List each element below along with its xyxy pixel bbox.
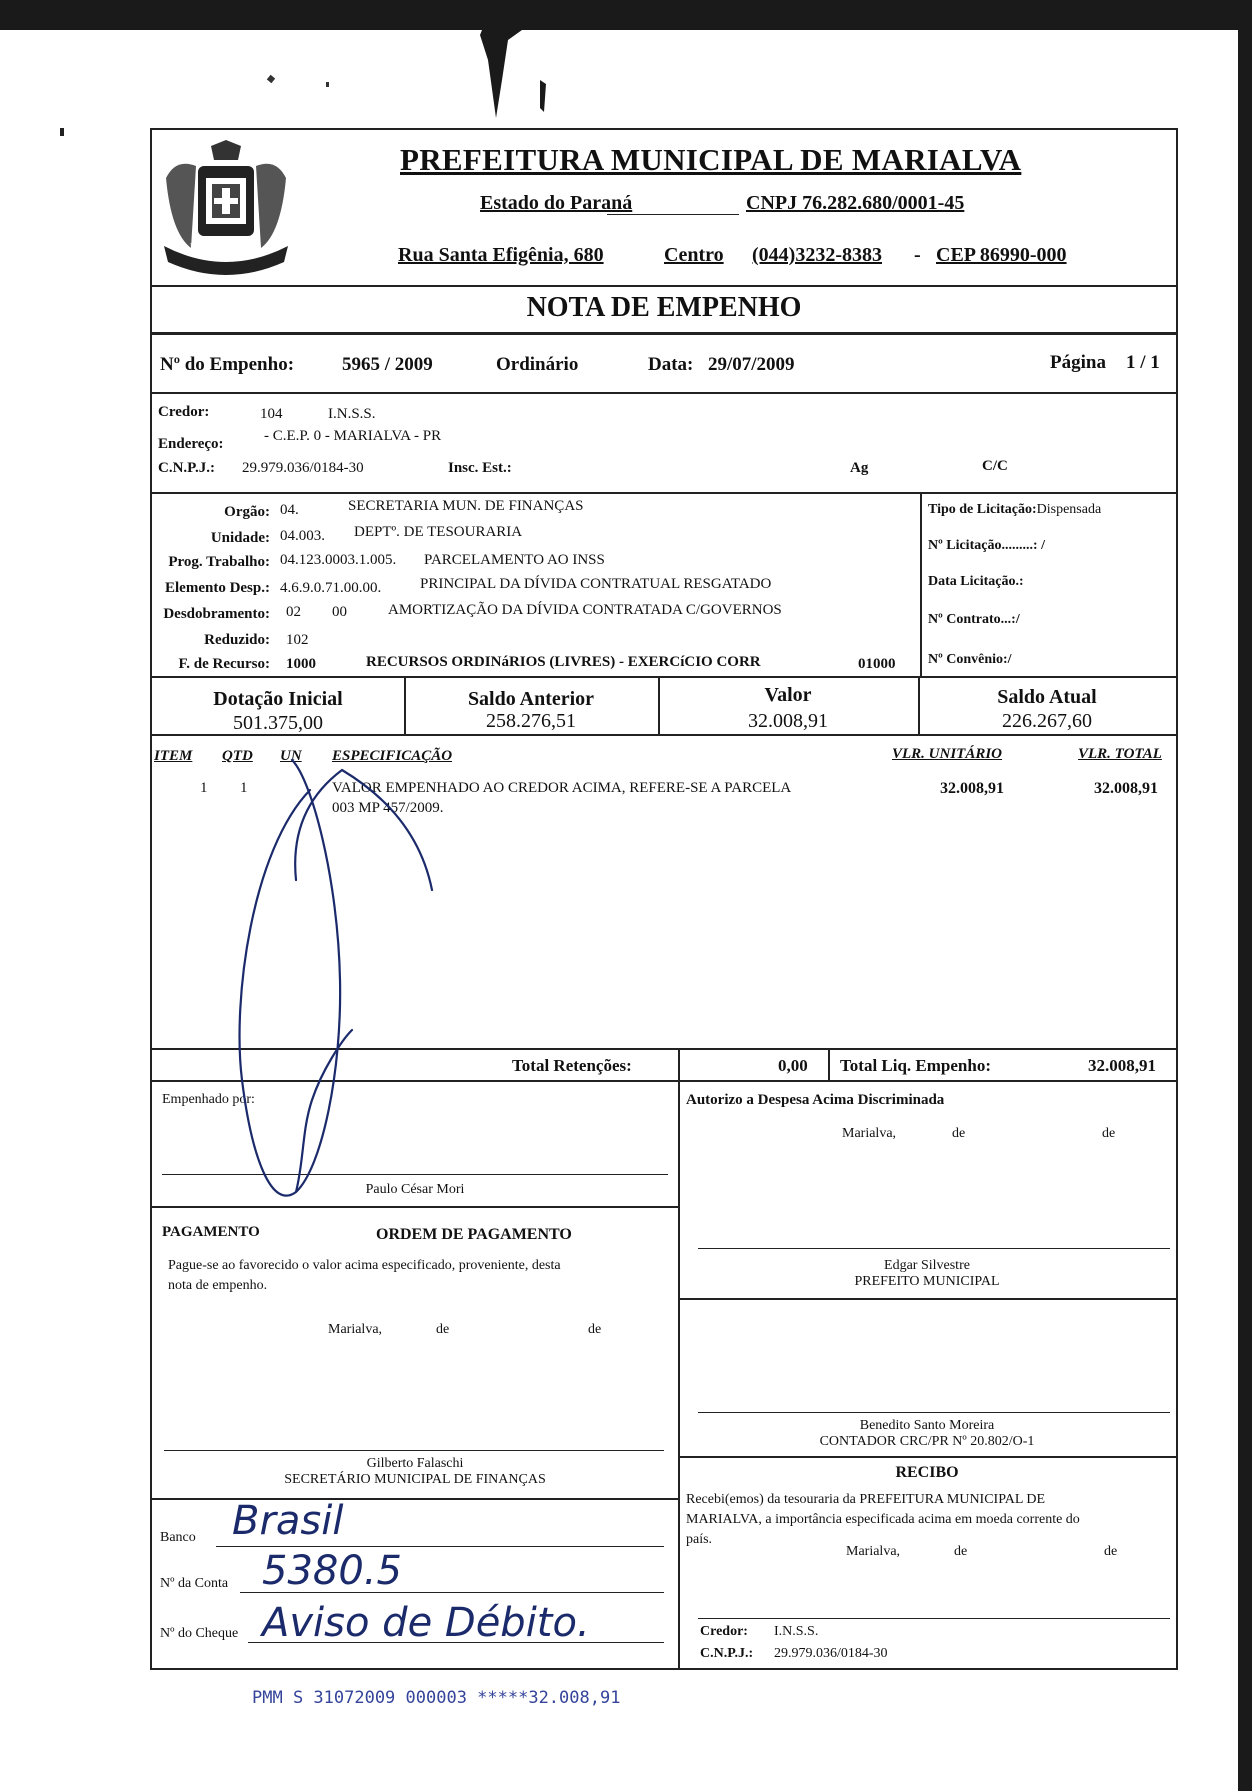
recurso-nome: RECURSOS ORDINáRIOS (LIVRES) - EXERCíCIO CORR bbox=[366, 654, 761, 670]
desdobramento-label: Desdobramento: bbox=[163, 606, 270, 622]
vlr-total-col-header: VLR. TOTAL bbox=[1078, 746, 1162, 762]
recurso-label: F. de Recurso: bbox=[178, 656, 270, 672]
item-qtd: 1 bbox=[240, 780, 248, 796]
autorizo-cidade: Marialva, bbox=[842, 1126, 897, 1141]
autorizo-de-2: de bbox=[1102, 1126, 1116, 1141]
saldo-anterior-valor: 258.276,51 bbox=[486, 710, 576, 732]
doc-title: NOTA DE EMPENHO bbox=[526, 292, 802, 323]
recibo-texto-2: MARIALVA, a importância especificada acima em moeda corrente do bbox=[686, 1512, 1080, 1527]
recurso-codigo: 1000 bbox=[286, 656, 316, 672]
orgao-nome: SECRETARIA MUN. DE FINANÇAS bbox=[348, 498, 584, 514]
empenhado-por-label: Empenhado por: bbox=[162, 1092, 255, 1107]
credor-cnpj: 29.979.036/0184-30 bbox=[242, 460, 364, 476]
recibo-de-1: de bbox=[954, 1544, 968, 1559]
credor-label: Credor: bbox=[158, 404, 210, 420]
pagamento-de-2: de bbox=[588, 1322, 602, 1337]
prefeitura-telefone: (044)3232-8383 bbox=[752, 244, 882, 266]
prefeito-nome: Edgar Silvestre bbox=[884, 1258, 970, 1273]
reduzido-label: Reduzido: bbox=[204, 632, 270, 648]
recibo-credor: I.N.S.S. bbox=[774, 1624, 819, 1639]
prefeitura-endereco: Rua Santa Efigênia, 680 bbox=[398, 244, 604, 266]
data-licitacao: Data Licitação.: bbox=[928, 574, 1024, 589]
header-separator: - bbox=[914, 244, 921, 266]
scan-right-border bbox=[1238, 0, 1252, 1791]
recibo-label: RECIBO bbox=[895, 1464, 959, 1481]
unidade-nome: DEPTº. DE TESOURARIA bbox=[354, 524, 523, 540]
coat-of-arms-seal bbox=[156, 138, 296, 278]
autenticacao-mecanica: PMM S 31072009 000003 *****32.008,91 bbox=[252, 1688, 621, 1708]
dotacao-label: Dotação Inicial bbox=[213, 688, 343, 710]
empenho-tipo: Ordinário bbox=[496, 354, 579, 375]
total-retencoes-label: Total Retenções: bbox=[512, 1056, 632, 1075]
tipo-licitacao: Tipo de Licitação:Dispensada bbox=[928, 502, 1102, 517]
scan-top-border bbox=[0, 0, 1252, 30]
insc-est-label: Insc. Est.: bbox=[448, 460, 512, 476]
prefeitura-cep: CEP 86990-000 bbox=[936, 244, 1067, 266]
desdobramento-codigo-2: 00 bbox=[332, 604, 347, 620]
elemento-nome: PRINCIPAL DA DÍVIDA CONTRATUAL RESGATADO bbox=[420, 576, 772, 592]
ag-label: Ag bbox=[850, 460, 869, 476]
credor-nome: I.N.S.S. bbox=[328, 406, 376, 422]
item-col-header: ITEM bbox=[154, 748, 193, 764]
prefeitura-title: PREFEITURA MUNICIPAL DE MARIALVA bbox=[400, 142, 1022, 177]
seal-text: MARIALVA bbox=[190, 242, 239, 252]
ordem-pagamento-label: ORDEM DE PAGAMENTO bbox=[376, 1226, 572, 1243]
pagamento-texto-2: nota de empenho. bbox=[168, 1278, 268, 1293]
conta-valor-manuscrito: 5380.5 bbox=[262, 1548, 402, 1594]
estado: Estado do Paraná bbox=[480, 192, 633, 214]
desdobramento-nome: AMORTIZAÇÃO DA DÍVIDA CONTRATADA C/GOVERNOS bbox=[388, 602, 782, 618]
cheque-valor-manuscrito: Aviso de Débito. bbox=[262, 1600, 590, 1646]
banco-label: Banco bbox=[160, 1530, 196, 1545]
item-vlr-unitario: 32.008,91 bbox=[940, 780, 1004, 797]
prog-trabalho-nome: PARCELAMENTO AO INSS bbox=[424, 552, 605, 568]
unidade-label: Unidade: bbox=[210, 530, 270, 546]
saldo-anterior-label: Saldo Anterior bbox=[467, 688, 595, 710]
pagamento-cidade: Marialva, bbox=[328, 1322, 383, 1337]
pagamento-texto-1: Pague-se ao favorecido o valor acima especificado, proveniente, desta bbox=[168, 1258, 561, 1273]
prefeitura-centro: Centro bbox=[664, 244, 724, 266]
credor-endereco: - C.E.P. 0 - MARIALVA - PR bbox=[264, 428, 442, 444]
especificacao-col-header: ESPECIFICAÇÃO bbox=[332, 748, 453, 764]
pagamento-de-1: de bbox=[436, 1322, 450, 1337]
orgao-codigo: 04. bbox=[280, 502, 299, 518]
orgao-label: Orgão: bbox=[224, 504, 270, 520]
empenhado-por-nome: Paulo César Mori bbox=[365, 1182, 465, 1197]
reduzido-valor: 102 bbox=[286, 632, 309, 648]
dotacao-valor: 501.375,00 bbox=[233, 712, 323, 734]
scan-speck bbox=[267, 75, 275, 83]
cnpj-label: C.N.P.J.: bbox=[158, 460, 215, 476]
secretario-nome: Gilberto Falaschi bbox=[366, 1456, 464, 1471]
valor-valor: 32.008,91 bbox=[748, 710, 828, 732]
recibo-texto-3: país. bbox=[686, 1532, 713, 1547]
endereco-label: Endereço: bbox=[158, 436, 224, 452]
un-col-header: UN bbox=[280, 748, 302, 764]
pagamento-label: PAGAMENTO bbox=[162, 1224, 260, 1240]
elemento-codigo: 4.6.9.0.71.00.00. bbox=[280, 580, 382, 596]
pagina-numero: 1 / 1 bbox=[1126, 352, 1160, 373]
saldo-atual-valor: 226.267,60 bbox=[1002, 710, 1092, 732]
prog-trabalho-codigo: 04.123.0003.1.005. bbox=[280, 552, 397, 568]
secretario-cargo: SECRETÁRIO MUNICIPAL DE FINANÇAS bbox=[284, 1472, 546, 1487]
item-numero: 1 bbox=[200, 780, 208, 796]
prefeito-cargo: PREFEITO MUNICIPAL bbox=[854, 1274, 1000, 1289]
credor-codigo: 104 bbox=[260, 406, 283, 422]
item-vlr-total: 32.008,91 bbox=[1094, 780, 1158, 797]
prefeitura-cnpj: CNPJ 76.282.680/0001-45 bbox=[746, 192, 965, 214]
desdobramento-codigo-1: 02 bbox=[286, 604, 301, 620]
qtd-col-header: QTD bbox=[222, 748, 253, 764]
recibo-texto-1: Recebi(emos) da tesouraria da PREFEITURA MUNICIPAL DE bbox=[686, 1492, 1046, 1507]
total-liquido-valor: 32.008,91 bbox=[1088, 1056, 1156, 1075]
recurso-numero: 01000 bbox=[858, 656, 896, 672]
handwritten-cancel-loop bbox=[192, 740, 492, 1230]
empenho-data: 29/07/2009 bbox=[708, 354, 795, 375]
recibo-cidade: Marialva, bbox=[846, 1544, 901, 1559]
saldo-atual-label: Saldo Atual bbox=[997, 686, 1097, 708]
elemento-label: Elemento Desp.: bbox=[165, 580, 270, 596]
autorizo-despesa: Autorizo a Despesa Acima Discriminada bbox=[686, 1092, 945, 1108]
empenho-data-label: Data: bbox=[648, 354, 694, 375]
scan-speck bbox=[326, 82, 329, 87]
prog-trabalho-label: Prog. Trabalho: bbox=[168, 554, 270, 570]
numero-convenio: Nº Convênio:/ bbox=[928, 652, 1012, 667]
pagina-label: Página bbox=[1050, 352, 1106, 373]
recibo-de-2: de bbox=[1104, 1544, 1118, 1559]
valor-label: Valor bbox=[764, 684, 812, 706]
cheque-label: Nº do Cheque bbox=[160, 1626, 239, 1641]
total-retencoes-valor: 0,00 bbox=[778, 1056, 808, 1075]
banco-valor-manuscrito: Brasil bbox=[232, 1498, 344, 1544]
cc-label: C/C bbox=[982, 458, 1008, 474]
numero-licitacao: Nº Licitação.........: / bbox=[928, 538, 1045, 553]
torn-mark bbox=[460, 0, 570, 120]
autorizo-de-1: de bbox=[952, 1126, 966, 1141]
conta-label: Nº da Conta bbox=[160, 1576, 229, 1591]
recibo-credor-label: Credor: bbox=[700, 1624, 748, 1639]
contador-nome: Benedito Santo Moreira bbox=[859, 1418, 995, 1433]
total-liquido-label: Total Liq. Empenho: bbox=[840, 1056, 991, 1075]
vlr-unitario-col-header: VLR. UNITÁRIO bbox=[892, 746, 1003, 762]
recibo-cnpj: 29.979.036/0184-30 bbox=[774, 1646, 888, 1661]
item-descricao-1: VALOR EMPENHADO AO CREDOR ACIMA, REFERE-SE A PARCELA bbox=[332, 780, 792, 796]
numero-contrato: Nº Contrato...:/ bbox=[928, 612, 1020, 627]
estado-underline-ext bbox=[607, 214, 739, 215]
empenho-numero-label: Nº do Empenho: bbox=[160, 354, 295, 375]
nota-empenho-form bbox=[150, 128, 1178, 1670]
item-descricao-2: 003 MP 457/2009. bbox=[332, 800, 444, 816]
contador-cargo: CONTADOR CRC/PR Nº 20.802/O-1 bbox=[819, 1434, 1035, 1449]
recibo-cnpj-label: C.N.P.J.: bbox=[700, 1646, 754, 1661]
empenho-numero: 5965 / 2009 bbox=[342, 354, 433, 375]
unidade-codigo: 04.003. bbox=[280, 528, 325, 544]
scan-speck bbox=[60, 128, 64, 136]
